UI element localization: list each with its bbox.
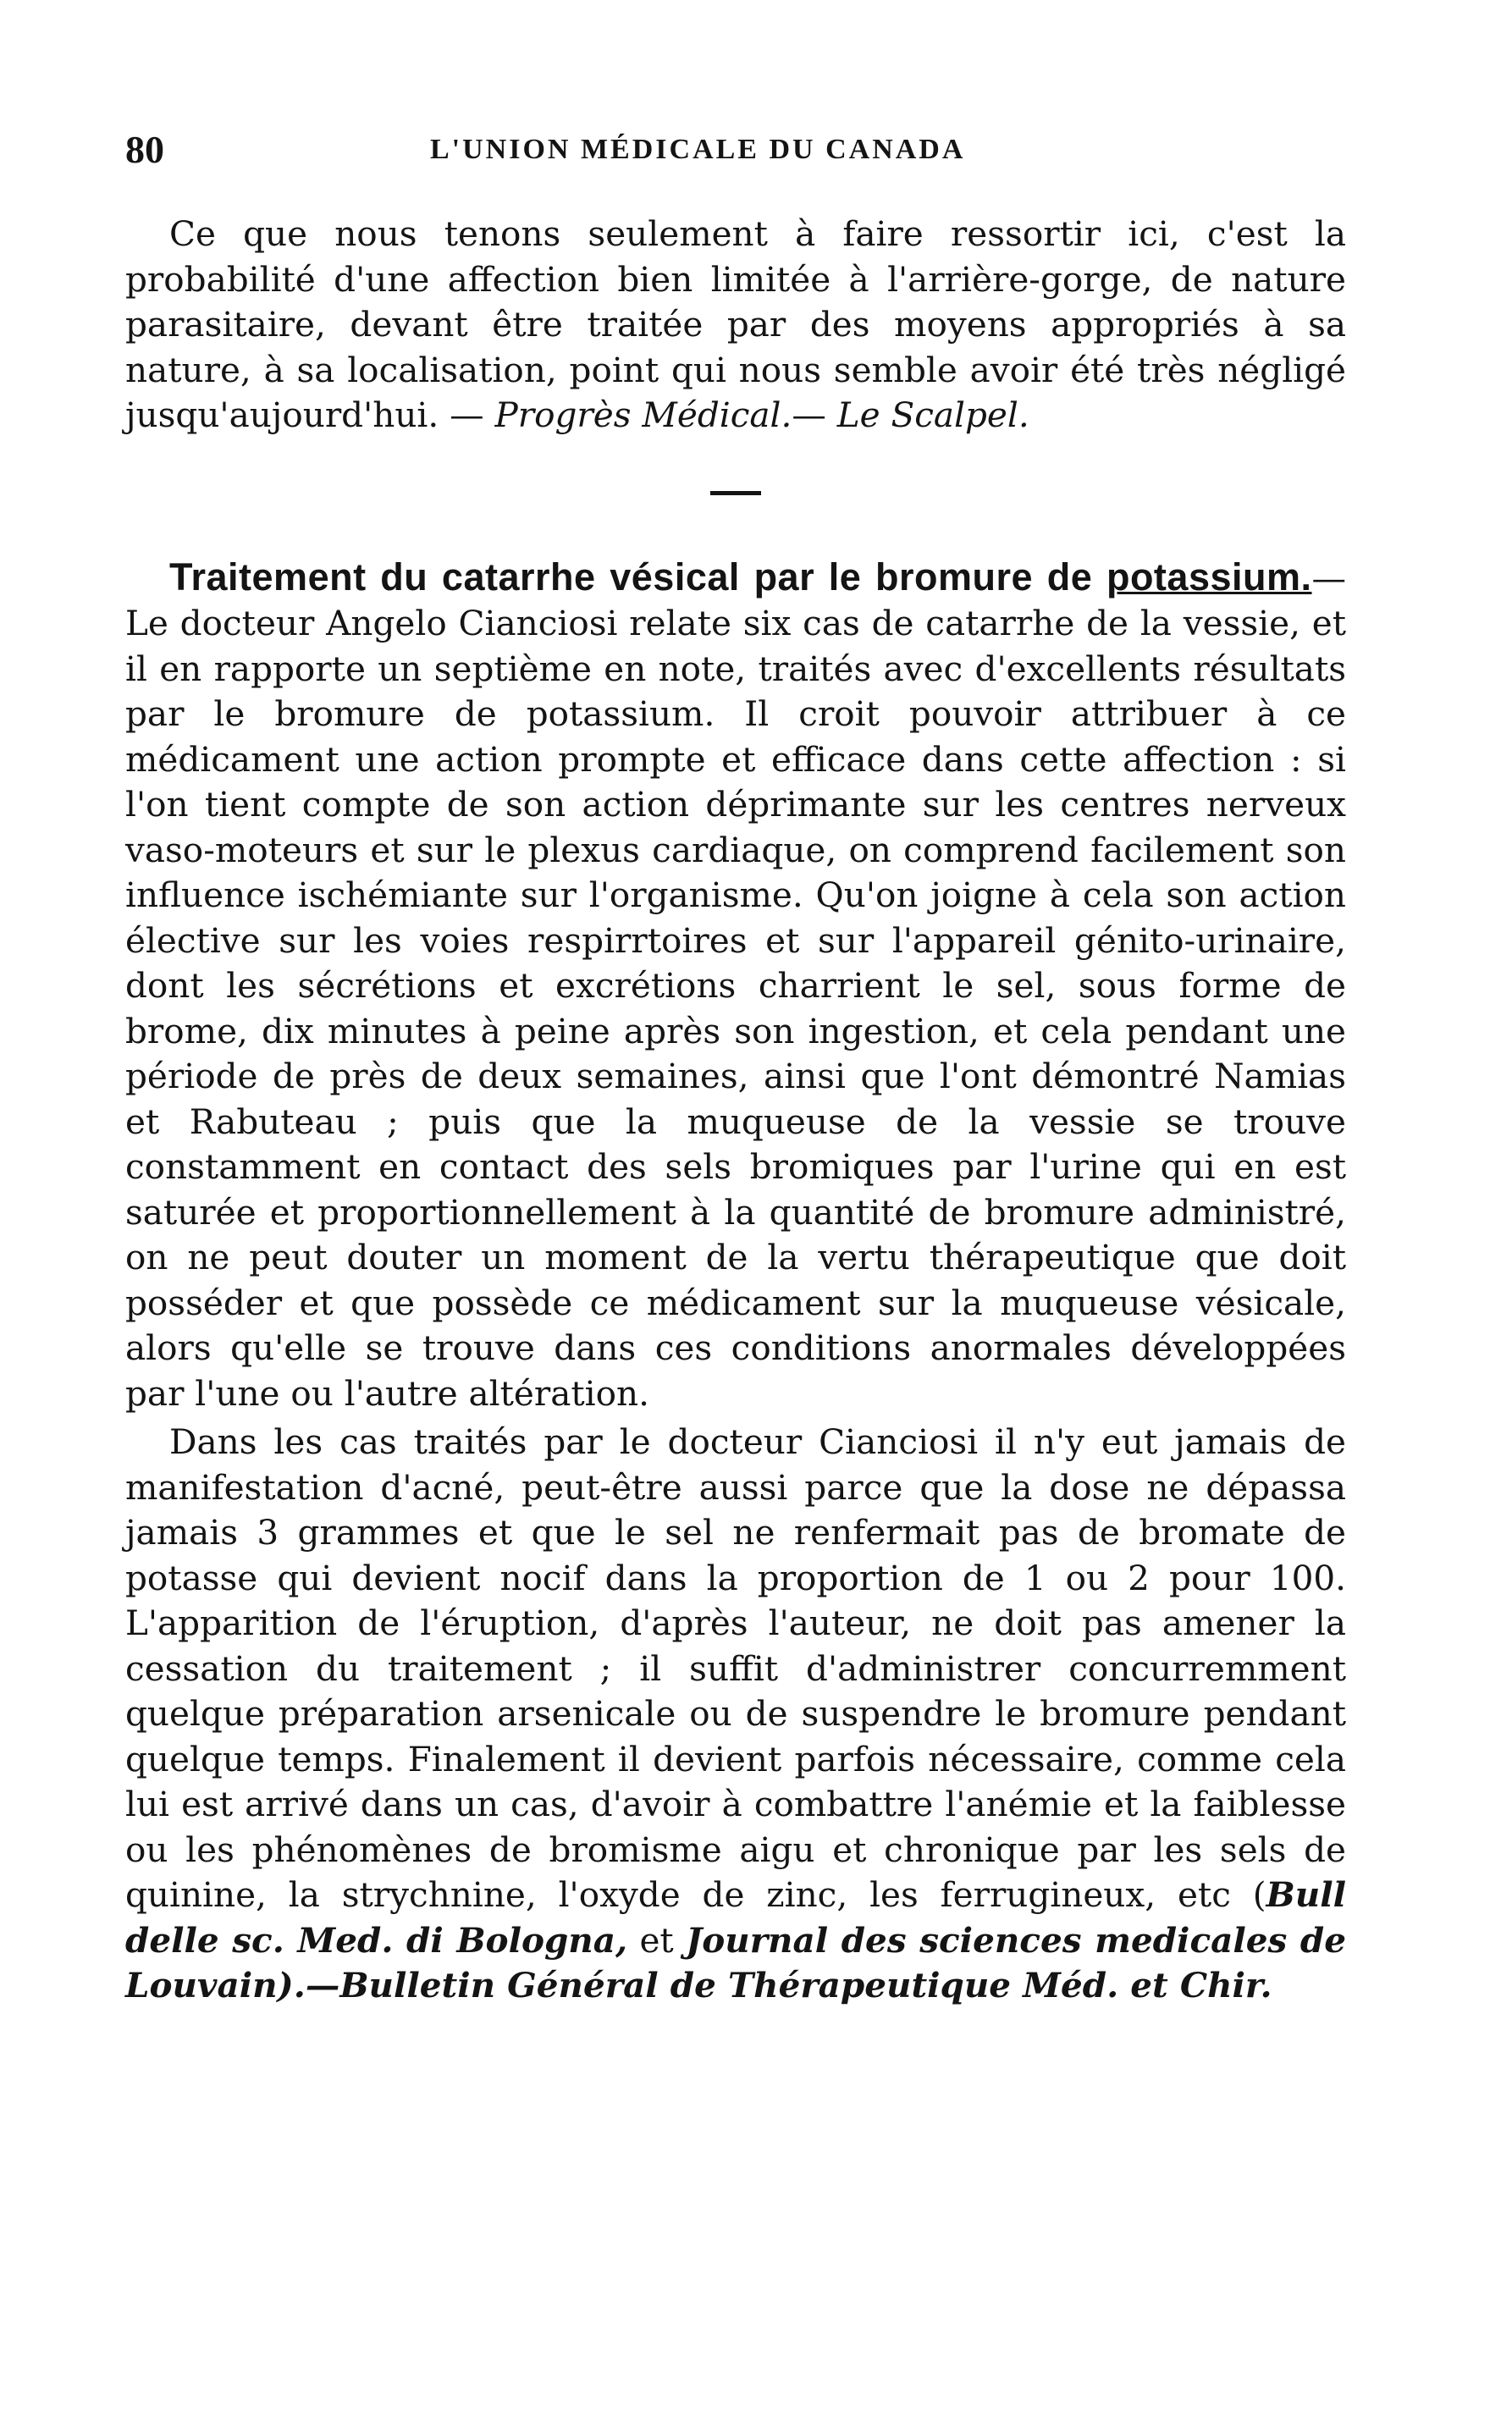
page-number: 80 <box>125 128 164 171</box>
article-title-part-1: Traitement du catarrhe vésical par le bromure de <box>169 554 1106 599</box>
reference-3: —Bulletin Général de Thérapeutique Méd. et Chir. <box>305 1965 1272 2005</box>
article-text-1: —Le docteur Angelo Cianciosi relate six cas de catarrhe de la vessie, et il en rapporte un septième en note, traités avec d'excellents résultats par le bromure de potassium. Il croit pouvoir attribuer à ce médicament une action prompte et efficace dans cette affection : si l'on tient compte de son action déprimante sur les centres nerveux vaso-moteurs et sur le plexus cardiaque, on comprend facilement son influence ischémiante sur l'organisme. Qu'on joigne à cela son action élective sur les voies respirrtoires et sur l'appareil génito-urinaire, dont les sécrétions et excrétions charrient le sel, sous forme de brome, dix minutes à peine après son ingestion, et cela pendant une période de près de deux semaines, ainsi que l'ont démontré Namias et Rabuteau ; puis que la muqueuse de la vessie se trouve constamment en contact des sels bromiques par l'urine qui en est saturée et proportionnellement à la quantité de bromure administré, on ne peut douter un moment de la vertu thérapeutique que doit posséder et que possède ce médicament sur la muqueuse vésicale, alors qu'elle se trouve dans ces conditions anormales développées par l'une ou l'autre altération. <box>125 557 1346 1414</box>
section-separator <box>710 491 761 495</box>
intro-paragraph <box>125 212 1346 439</box>
article-title-part-2: potassium. <box>1106 554 1312 599</box>
page-content <box>125 127 1346 2009</box>
article-paragraph-2 <box>125 1420 1346 2009</box>
article-title <box>169 555 1312 599</box>
intro-source-1: Progrès Médical. <box>494 394 792 435</box>
intro-text: Ce que nous tenons seulement à faire ressortir ici, c'est la probabilité d'une affection bien limitée à l'arrière-gorge, de nature parasitaire, devant être traitée par des moyens appropriés à sa nature, à sa localisation, point qui nous semble avoir été très négligé jusqu'aujourd'hui. — <box>125 213 1346 435</box>
intro-dash: — <box>792 394 837 435</box>
reference-and: et <box>627 1919 687 1961</box>
reference-2: Journal des sciences medicales de Louvain). <box>125 1919 1346 2005</box>
reference-1: Bull delle sc. Med. di Bologna, <box>125 1874 1346 1961</box>
journal-title: L'UNION MÉDICALE DU CANADA <box>430 134 966 165</box>
article-paragraph-1 <box>125 554 1346 1417</box>
running-head <box>125 127 1346 186</box>
article-text-2: Dans les cas traités par le docteur Cianciosi il n'y eut jamais de manifestation d'acné, peut-être aussi parce que la dose ne dépassa jamais 3 grammes et que le sel ne renfermait pas de bromate de potasse qui devient nocif dans la proportion de 1 ou 2 pour 100. L'apparition de l'éruption, d'après l'auteur, ne doit pas amener la cessation du traitement ; il suffit d'administrer concurremment quelque préparation arsenicale ou de suspendre le bromure pendant quelque temps. Finalement il devient parfois nécessaire, comme cela lui est arrivé dans un cas, d'avoir à combattre l'anémie et la faiblesse ou les phénomènes de bromisme aigu et chronique par les sels de quinine, la strychnine, l'oxyde de zinc, les ferrugineux, etc ( <box>125 1421 1346 1915</box>
intro-source-2: Le Scalpel. <box>836 394 1029 435</box>
